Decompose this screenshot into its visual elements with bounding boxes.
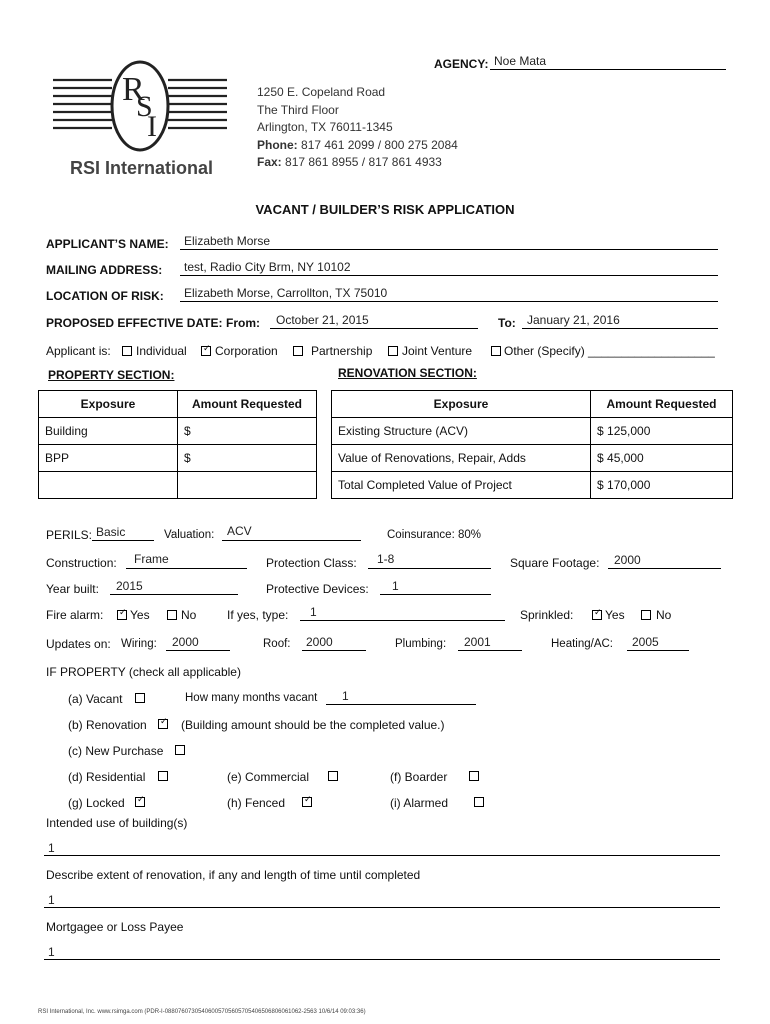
renovation-row-exposure: Existing Structure (ACV) (332, 418, 591, 445)
sprinkled-yes-checkbox[interactable] (592, 610, 602, 620)
roof-label: Roof: (263, 638, 291, 650)
alarmed-checkbox[interactable] (474, 797, 484, 807)
agency-label: AGENCY: (434, 57, 489, 71)
protective-devices-label: Protective Devices: (266, 582, 369, 596)
mortgagee-label: Mortgagee or Loss Payee (46, 920, 184, 934)
agency-field[interactable]: Noe Mata (494, 54, 547, 68)
fire-alarm-no-label: No (181, 608, 197, 622)
renovation-col-amount: Amount Requested (591, 391, 733, 418)
svg-text:R: R (122, 71, 145, 108)
property-row-amount[interactable]: $ (178, 418, 317, 445)
location-label: LOCATION OF RISK: (46, 289, 164, 303)
renovation-row-amount[interactable]: $ 170,000 (591, 472, 733, 499)
individual-label: Individual (136, 344, 187, 358)
protective-devices-field[interactable]: 1 (392, 579, 399, 593)
to-date-field[interactable]: January 21, 2016 (527, 313, 620, 327)
joint-venture-label: Joint Venture (402, 344, 473, 358)
perils-field[interactable]: Basic (96, 525, 126, 539)
renovation-row-exposure: Value of Renovations, Repair, Adds (332, 445, 591, 472)
locked-checkbox[interactable] (135, 797, 145, 807)
residential-checkbox[interactable] (158, 771, 168, 781)
year-built-label: Year built: (46, 582, 99, 596)
square-footage-label: Square Footage: (510, 556, 600, 570)
mortgagee-field[interactable]: 1 (48, 945, 55, 959)
sprinkled-label: Sprinkled: (520, 608, 574, 622)
wiring-label: Wiring: (121, 638, 157, 650)
renovation-row-amount[interactable]: $ 45,000 (591, 445, 733, 472)
fire-alarm-label: Fire alarm: (46, 608, 104, 622)
roof-field[interactable]: 2000 (306, 635, 333, 649)
boarder-label: (f) Boarder (390, 770, 448, 784)
property-row-amount[interactable] (178, 472, 317, 499)
construction-label: Construction: (46, 556, 117, 570)
svg-text:I: I (147, 110, 157, 143)
applicant-name-field[interactable]: Elizabeth Morse (184, 234, 271, 248)
renovation-extent-field[interactable]: 1 (48, 893, 55, 907)
partnership-label: Partnership (311, 344, 373, 358)
fenced-label: (h) Fenced (227, 796, 286, 810)
corporation-label: Corporation (215, 344, 278, 358)
intended-use-label: Intended use of building(s) (46, 816, 188, 830)
boarder-checkbox[interactable] (469, 771, 479, 781)
renovation-row-amount[interactable]: $ 125,000 (591, 418, 733, 445)
location-field[interactable]: Elizabeth Morse, Carrollton, TX 75010 (184, 286, 388, 300)
other-checkbox[interactable] (491, 346, 501, 356)
fire-alarm-yes-label: Yes (130, 608, 150, 622)
property-row-exposure: Building (39, 418, 178, 445)
year-built-field[interactable]: 2015 (116, 579, 143, 593)
mailing-address-label: MAILING ADDRESS: (46, 263, 163, 277)
wiring-field[interactable]: 2000 (172, 635, 199, 649)
joint-venture-checkbox[interactable] (388, 346, 398, 356)
applicant-is-label: Applicant is: (46, 344, 111, 358)
square-footage-field[interactable]: 2000 (614, 553, 641, 567)
vacant-label: (a) Vacant (68, 692, 123, 706)
coinsurance-text: Coinsurance: 80% (387, 529, 481, 541)
fire-alarm-yes-checkbox[interactable] (117, 610, 127, 620)
from-date-field[interactable]: October 21, 2015 (276, 313, 369, 327)
plumbing-label: Plumbing: (395, 638, 447, 650)
heating-ac-label-text: Heating/AC: (551, 638, 614, 650)
valuation-field[interactable]: ACV (227, 524, 252, 538)
property-col-exposure: Exposure (39, 391, 178, 418)
property-row-exposure: BPP (39, 445, 178, 472)
property-row-exposure (39, 472, 178, 499)
to-label: To: (498, 316, 516, 330)
address-block: 1250 E. Copeland Road The Third Floor Arlington, TX 76011-1345 Phone: 817 461 2099 / 800 275 2084 Fax: 817 861 8955 / 817 861 4933 (257, 85, 458, 169)
if-yes-type-label: If yes, type: (227, 608, 289, 622)
other-label: Other (Specify) ___________________ (504, 344, 715, 358)
alarmed-label: (i) Alarmed (390, 796, 449, 810)
renovation-note: (Building amount should be the completed value.) (181, 718, 445, 732)
sprinkled-no-label: No (656, 608, 672, 622)
renovation-row-exposure: Total Completed Value of Project (332, 472, 591, 499)
new-purchase-checkbox[interactable] (175, 745, 185, 755)
svg-text:S: S (136, 90, 153, 123)
page-footer: RSI International, Inc. www.rsimga.com (PDR-I-08807607305406005705605705406506806061062-2563 10/6/14 09:03:36) (38, 1009, 366, 1015)
alarm-type-field[interactable]: 1 (310, 605, 317, 619)
if-property-heading: IF PROPERTY (check all applicable) (46, 665, 241, 679)
updates-label: Updates on: (46, 637, 111, 651)
renovation-extent-label: Describe extent of renovation, if any and length of time until completed (46, 868, 421, 882)
protection-class-label: Protection Class: (266, 556, 357, 570)
fenced-checkbox[interactable] (302, 797, 312, 807)
company-name: RSI International (70, 158, 214, 178)
renovation-col-exposure: Exposure (332, 391, 591, 418)
sprinkled-yes-label: Yes (605, 608, 625, 622)
intended-use-field[interactable]: 1 (48, 841, 55, 855)
from-label: From: (226, 316, 260, 330)
renovation-table (331, 390, 733, 499)
residential-label: (d) Residential (68, 770, 146, 784)
commercial-label: (e) Commercial (227, 770, 310, 784)
page-title: VACANT / BUILDER’S RISK APPLICATION (255, 202, 515, 217)
months-vacant-field[interactable]: 1 (342, 689, 349, 703)
property-row-amount[interactable]: $ (178, 445, 317, 472)
new-purchase-label: (c) New Purchase (68, 744, 164, 758)
renovation-section-title: RENOVATION SECTION: (338, 366, 477, 380)
rsi-logo (50, 58, 230, 158)
mailing-address-field[interactable]: test, Radio City Brm, NY 10102 (184, 260, 351, 274)
months-vacant-label: How many months vacant (185, 692, 318, 704)
renovation-checkbox[interactable] (158, 719, 168, 729)
plumbing-field[interactable]: 2001 (464, 635, 491, 649)
heating-ac-field[interactable]: 2005 (632, 635, 659, 649)
sprinkled-no-checkbox[interactable] (641, 610, 651, 620)
protection-class-field[interactable]: 1-8 (377, 552, 395, 566)
applicant-name-label: APPLICANT’S NAME: (46, 237, 169, 251)
property-section-title: PROPERTY SECTION: (48, 368, 175, 382)
fire-alarm-no-checkbox[interactable] (167, 610, 177, 620)
property-col-amount: Amount Requested (178, 391, 317, 418)
individual-checkbox[interactable] (122, 346, 132, 356)
locked-label: (g) Locked (68, 796, 125, 810)
renovation-label: (b) Renovation (68, 718, 147, 732)
corporation-checkbox[interactable] (201, 346, 211, 356)
valuation-label: Valuation: (164, 529, 215, 541)
property-table (38, 390, 317, 499)
commercial-checkbox[interactable] (328, 771, 338, 781)
perils-label: PERILS: (46, 528, 93, 542)
vacant-checkbox[interactable] (135, 693, 145, 703)
construction-field[interactable]: Frame (134, 552, 169, 566)
effective-date-label: PROPOSED EFFECTIVE DATE: (46, 316, 223, 330)
partnership-checkbox[interactable] (293, 346, 303, 356)
